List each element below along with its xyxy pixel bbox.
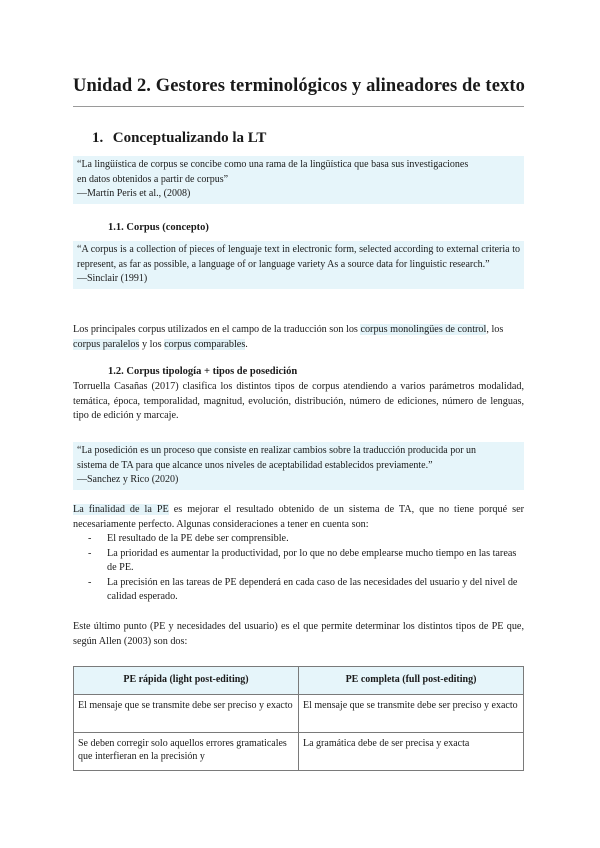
table-cell: La gramática debe de ser precisa y exacta: [299, 732, 524, 770]
highlight-comparable: corpus comparables: [164, 338, 246, 350]
title-divider: [73, 106, 524, 107]
considerations-list: [73, 532, 524, 605]
list-item-text: La prioridad es aumentar la productividad, por lo que no debe emplearse mucho tiempo en las tareas de PE.: [107, 547, 517, 573]
table-row: [74, 694, 524, 732]
highlight-monolingual: corpus monolingües de control: [360, 324, 487, 335]
section-1-heading: [92, 130, 266, 147]
highlight-parallel: corpus paralelos: [73, 338, 140, 350]
page-title: Unidad 2. Gestores terminológicos y alineadores de texto: [73, 76, 525, 96]
list-item-text: La precisión en las tareas de PE dependerá en cada caso de las necesidades del usuario y del nivel de calidad esperado.: [107, 576, 518, 602]
highlight-finalidad: La finalidad de la PE: [73, 504, 169, 515]
paragraph-allen: Este último punto (PE y necesidades del usuario) es el que permite determinar los distintos tipos de PE que, según Allen (2003) son dos:: [73, 621, 524, 647]
paragraph-finalidad: [73, 503, 524, 532]
pe-types-table: [73, 666, 524, 771]
quote-3-source: —Sanchez y Rico (2020): [77, 474, 179, 485]
quote-sinclair: [73, 241, 524, 289]
text-run: .: [245, 338, 248, 350]
quote-3-line-1: “La posedición es un proceso que consiste en realizar cambios sobre la traducción producida por un: [77, 445, 477, 456]
table-cell: El mensaje que se transmite debe ser preciso y exacto: [299, 694, 524, 732]
text-run: y los: [139, 338, 165, 350]
text-run: es mejorar el resultado obtenido de un sistema de TA, que no tiene porqué ser necesariamente perfecto. Algunas consideraciones a tener en cuenta son:: [73, 504, 524, 530]
quote-martin-peris: [73, 156, 524, 204]
section-1-title: Conceptualizando la LT: [112, 130, 267, 146]
section-1-2-heading: 1.2. Corpus tipología + tipos de posedición: [108, 366, 298, 377]
quote-2-text: “A corpus is a collection of pieces of lenguaje text in electronic form, selected according to external criteria to represent, as far as possible, a language of or language variety As a source data for linguistic research.”: [77, 244, 520, 270]
paragraph-torruella: Torruella Casañas (2017) clasifica los distintos tipos de corpus atendiendo a varios parámetros modalidad, temática, época, temporalidad, magnitud, evolución, distribución, número de ediciones, número de lenguas, tipo de edición y marcaje.: [73, 381, 524, 421]
section-1-number: 1.: [92, 130, 104, 146]
header-light-pe: PE rápida (light post-editing): [74, 667, 299, 695]
text-run: , los: [486, 324, 504, 335]
text-run: Los principales corpus utilizados en el campo de la traducción son los: [73, 324, 361, 335]
table-row: [74, 732, 524, 770]
section-1-1-heading: 1.1. Corpus (concepto): [108, 222, 209, 233]
list-item-text: El resultado de la PE debe ser comprensible.: [107, 533, 289, 544]
quote-1-source: —Martín Peris et al., (2008): [77, 188, 191, 199]
table-cell: Se deben corregir solo aquellos errores gramaticales que interfieran en la precisión y: [74, 732, 299, 770]
quote-1-line-2: en datos obtenidos a partir de corpus”: [77, 173, 229, 185]
table-header-row: [74, 667, 524, 695]
list-item: [73, 532, 524, 547]
quote-3-line-2: sistema de TA para que alcance unos niveles de aceptabilidad establecidos previamente.”: [77, 459, 433, 471]
quote-sanchez-rico: [73, 442, 524, 490]
table-cell: El mensaje que se transmite debe ser preciso y exacto: [74, 694, 299, 732]
paragraph-corpus-types: [73, 323, 524, 352]
header-full-pe: PE completa (full post-editing): [299, 667, 524, 695]
quote-2-source: —Sinclair (1991): [77, 273, 148, 284]
dash-bullet: -: [88, 576, 92, 588]
quote-1-line-1: “La lingüística de corpus se concibe como una rama de la lingüística que basa sus investigaciones: [77, 159, 469, 170]
dash-bullet: -: [88, 547, 92, 559]
dash-bullet: -: [88, 533, 92, 544]
list-item: [73, 547, 524, 576]
list-item: [73, 576, 524, 605]
